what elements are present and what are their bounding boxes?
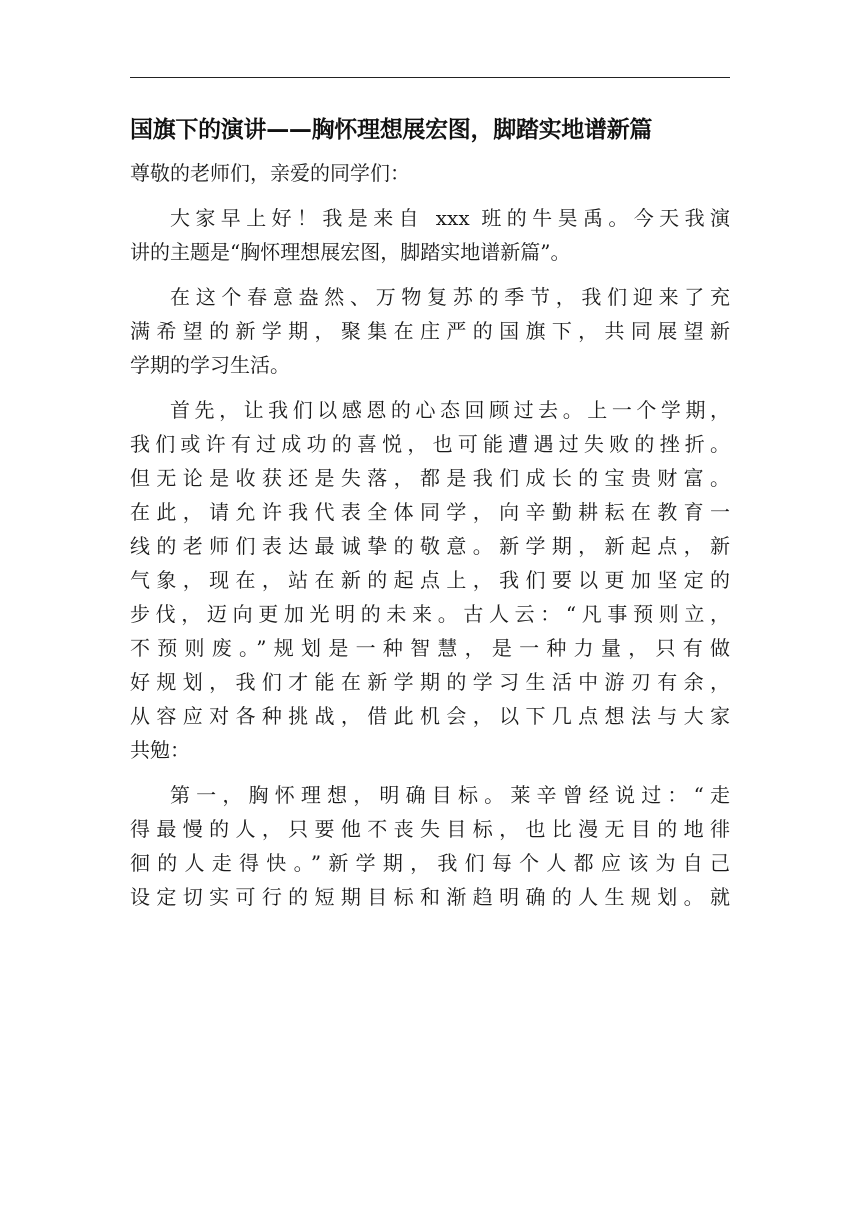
salutation (130, 156, 730, 190)
paragraph-line: 从容应对各种挑战，借此机会，以下几点想法与大家 (130, 704, 730, 728)
paragraph-line: 在这个春意盎然、万物复苏的季节，我们迎来了充 (170, 285, 730, 309)
paragraph-line: 好规划，我们才能在新学期的学习生活中游刃有余， (130, 670, 730, 694)
paragraph (130, 280, 730, 382)
paragraph-line: 满希望的新学期，聚集在庄严的国旗下，共同展望新 (130, 319, 730, 343)
paragraph-line: 共勉： (130, 738, 190, 762)
paragraph-line: 学期的学习生活。 (130, 353, 290, 377)
paragraph-line: 在此，请允许我代表全体同学，向辛勤耕耘在教育一 (130, 500, 730, 524)
paragraph-line: 讲的主题是“胸怀理想展宏图，脚踏实地谱新篇”。 (130, 240, 571, 264)
paragraph-line: 首先，让我们以感恩的心态回顾过去。上一个学期， (170, 398, 730, 422)
paragraph-line: 得最慢的人，只要他不丧失目标，也比漫无目的地徘 (130, 817, 730, 841)
paragraph (130, 201, 730, 269)
paragraph-line: 线的老师们表达最诚挚的敬意。新学期，新起点，新 (130, 534, 730, 558)
paragraph-line: 但无论是收获还是失落，都是我们成长的宝贵财富。 (130, 466, 730, 490)
document-title: 国旗下的演讲——胸怀理想展宏图，脚踏实地谱新篇 (130, 117, 653, 143)
paragraph-line: 大家早上好！我是来自 xxx 班的牛昊禹。今天我演 (170, 206, 730, 230)
paragraph-list (130, 201, 730, 914)
salutation-line: 尊敬的老师们，亲爱的同学们： (130, 161, 410, 185)
paragraph (130, 778, 730, 914)
paragraph-line: 气象，现在，站在新的起点上，我们要以更加坚定的 (130, 568, 730, 592)
paragraph-line: 第一，胸怀理想，明确目标。莱辛曾经说过：“走 (170, 783, 730, 807)
paragraph-line: 不预则废。”规划是一种智慧，是一种力量，只有做 (130, 636, 730, 660)
paragraph-line: 步伐，迈向更加光明的未来。古人云：“凡事预则立， (130, 602, 730, 626)
header-rule (130, 77, 730, 78)
paragraph (130, 393, 730, 767)
paragraph-line: 徊的人走得快。”新学期，我们每个人都应该为自己 (130, 851, 730, 875)
paragraph-line: 设定切实可行的短期目标和渐趋明确的人生规划。就 (130, 885, 730, 909)
document-body (130, 156, 730, 914)
paragraph-line: 我们或许有过成功的喜悦，也可能遭遇过失败的挫折。 (130, 432, 730, 456)
